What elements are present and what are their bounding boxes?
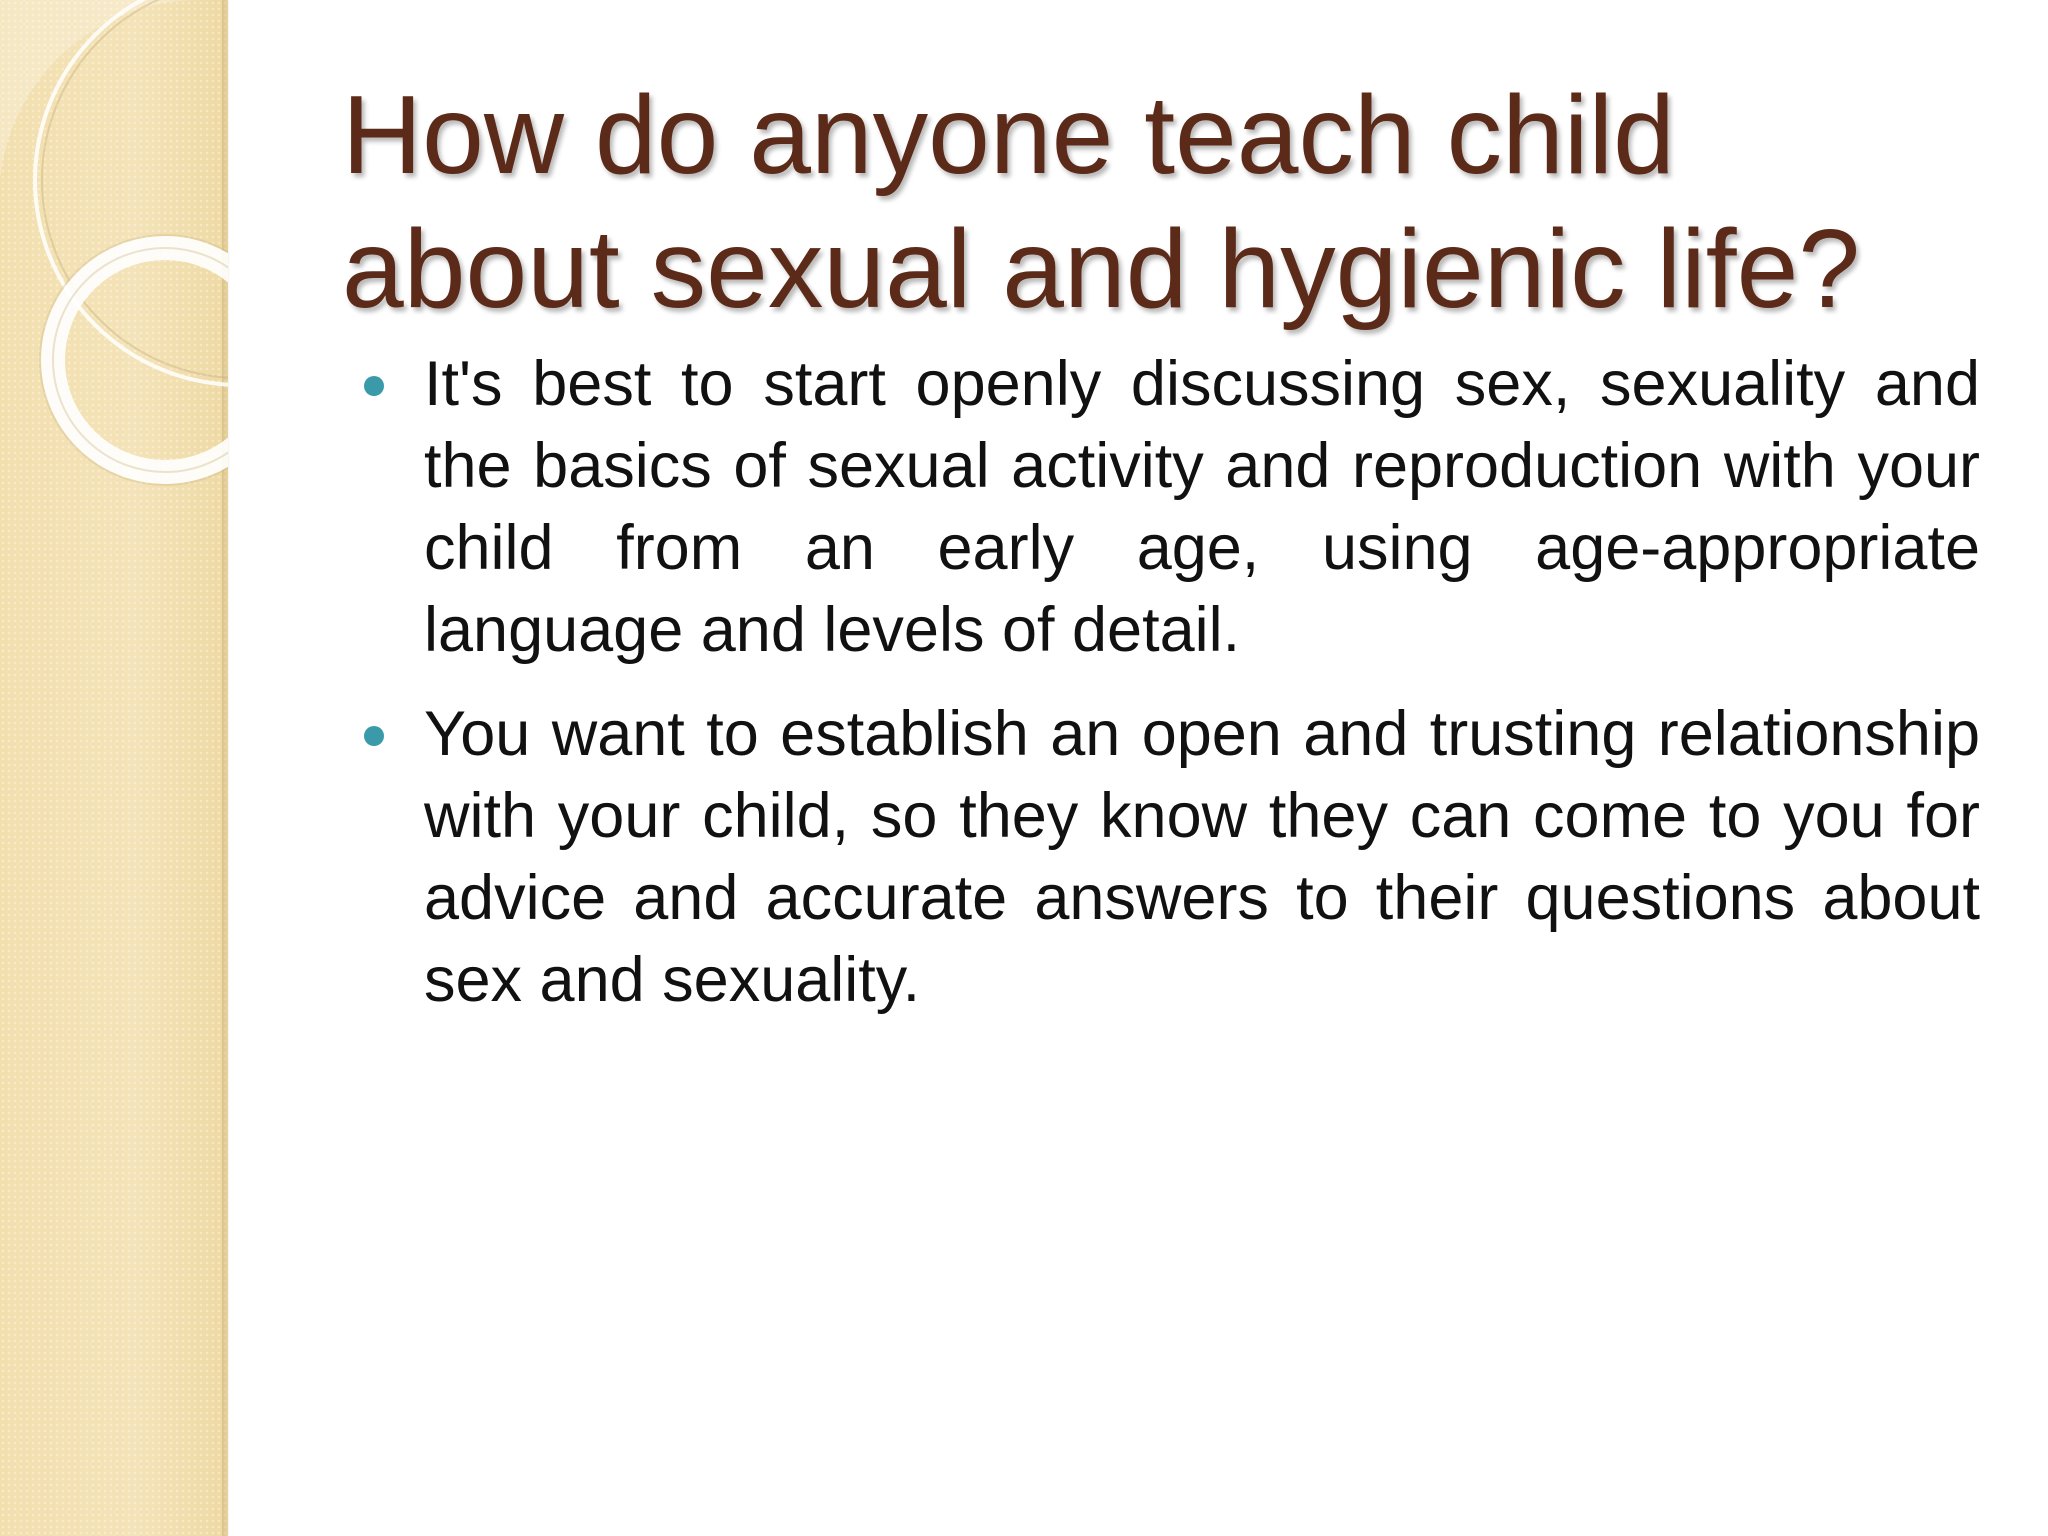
bullet-item <box>424 693 1980 1021</box>
bullet-item <box>424 343 1980 671</box>
bullet-dot-icon <box>364 726 384 746</box>
bullet-list <box>424 343 1980 1043</box>
slide-title: How do anyone teach child about sexual and hygienic life? <box>342 73 1861 331</box>
ring-ornament-icon <box>0 0 240 500</box>
bullet-dot-icon <box>364 376 384 396</box>
bullet-text: It's best to start openly discussing sex, sexuality and the basics of sexual activity and reproduction with your child from an early age, using age-appropriate language and levels of detail. <box>424 349 1980 665</box>
bullet-text: You want to establish an open and trusting relationship with your child, so they know they can come to you for advice and accurate answers to their questions about sex and sexuality. <box>424 699 1980 1015</box>
